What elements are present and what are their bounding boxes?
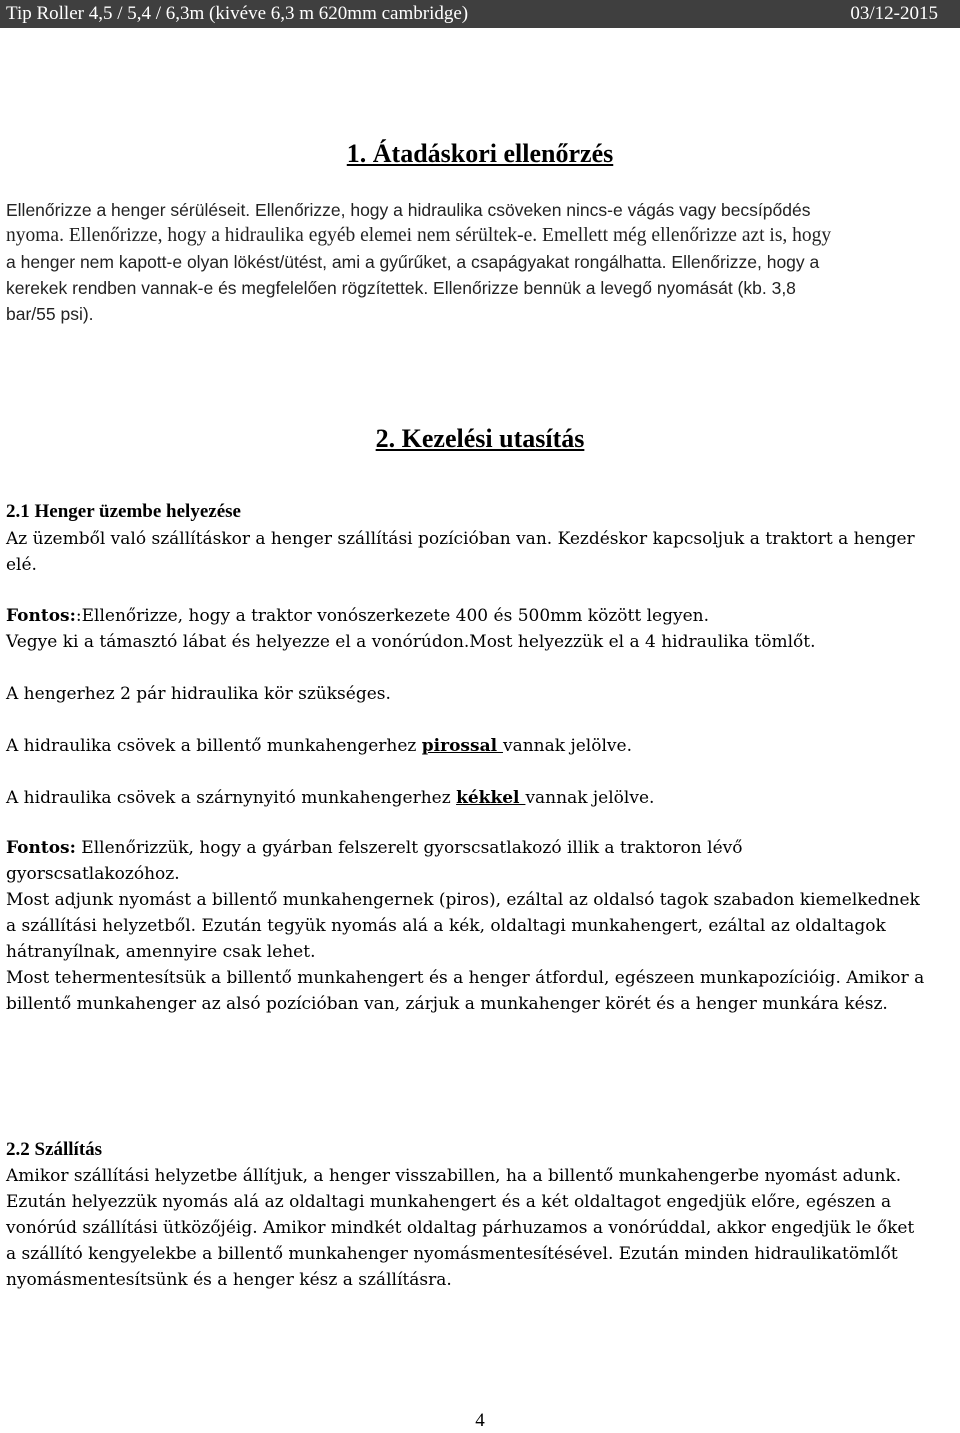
- transport-line: nyomásmentesítsünk és a henger kész a szállításra.: [6, 1270, 452, 1290]
- blue-pre: A hidraulika csövek a szárnynyitó munkahengerhez: [6, 788, 457, 808]
- intro-line: Az üzemből való szállításkor a henger szállítási pozícióban van. Kezdéskor kapcsoljuk a traktort a henger: [6, 529, 915, 549]
- header-date: 03/12-2015: [850, 3, 938, 24]
- blue-word: kékkel: [456, 788, 526, 808]
- red-pre: A hidraulika csövek a billentő munkahengerhez: [6, 736, 422, 756]
- fontos-label: Fontos:: [6, 838, 76, 858]
- section1-line: a henger nem kapott-e olyan lökést/ütést, ami a gyűrűket, a csapágyakat rongálhatta. Ellenőrizze, hogy a: [6, 252, 820, 272]
- fontos-label: Fontos:: [6, 606, 76, 626]
- most-line: hátranyílnak, amennyire csak lehet.: [6, 942, 316, 962]
- section1-line: nyoma. Ellenőrizze, hogy a hidraulika egyéb elemei nem sérültek-e. Emellett még ellenőrizze azt is, hogy: [6, 225, 832, 246]
- fontos-paragraph-2: [6, 835, 956, 1017]
- fontos-paragraph-1: [6, 603, 956, 655]
- intro-paragraph: [6, 526, 956, 578]
- fontos-text: Ellenőrizzük, hogy a gyárban felszerelt gyorscsatlakozó illik a traktoron lévő: [75, 838, 743, 858]
- transport-line: a szállító kengyelekbe a billentő munkahenger nyomásmentesítésével. Ezután minden hidraulikatömlőt: [6, 1244, 898, 1264]
- section1-paragraph: [6, 197, 956, 327]
- subsection-2-1-heading: 2.1 Henger üzembe helyezése: [6, 501, 241, 522]
- transport-line: Amikor szállítási helyzetbe állítjuk, a henger visszabillen, ha a billentő munkahengerbe nyomást adunk.: [6, 1166, 902, 1186]
- most-line: Most tehermentesítsük a billentő munkahengert és a henger átfordul, egészeen munkapozícióig. Amikor a: [6, 968, 925, 988]
- section1-line: bar/55 psi).: [6, 304, 94, 324]
- page-number: 4: [475, 1410, 485, 1431]
- most-line: a szállítási helyzetből. Ezután tegyük nyomás alá a kék, oldaltagi munkahengert, ezáltal az oldaltagok: [6, 916, 886, 936]
- section1-line: kerekek rendben vannak-e és megfelelően rögzítettek. Ellenőrizze bennük a levegő nyomását (kb. 3,8: [6, 278, 796, 298]
- red-post: vannak jelölve.: [502, 736, 632, 756]
- subsection-2-2-heading: 2.2 Szállítás: [6, 1139, 103, 1160]
- most-line: billentő munkahenger az alsó pozícióban van, zárjuk a munkahenger körét és a henger munkára kész.: [6, 994, 888, 1014]
- section1-heading: 1. Átadáskori ellenőrzés: [346, 139, 614, 168]
- transport-line: vonórúd szállítási ütközőjéig. Amikor mindkét oldaltag párhuzamos a vonórúddal, akkor engedjük le őket: [6, 1218, 915, 1238]
- intro-line: elé.: [6, 555, 37, 575]
- page-header: [0, 0, 960, 28]
- section1-line: Ellenőrizze a henger sérüléseit. Ellenőrizze, hogy a hidraulika csöveken nincs-e vágás vagy becsípődés: [6, 200, 811, 220]
- most-line: Most adjunk nyomást a billentő munkahengernek (piros), ezáltal az oldalsó tagok szabadon kiemelkednek: [6, 890, 920, 910]
- transport-paragraph: [6, 1163, 956, 1293]
- kor-paragraph: [6, 681, 956, 707]
- vegye-line: Vegye ki a támasztó lábat és helyezze el a vonórúdon.Most helyezzük el a 4 hidraulika tömlőt.: [6, 632, 816, 652]
- header-title: Tip Roller 4,5 / 5,4 / 6,3m (kivéve 6,3 m 620mm cambridge): [6, 3, 469, 24]
- red-hose-paragraph: [6, 733, 956, 759]
- transport-line: Ezután helyezzük nyomás alá az oldaltagi munkahengert és a két oldaltagot engedjük előre, egészen a: [6, 1192, 892, 1212]
- red-word: pirossal: [421, 736, 503, 756]
- kor-line: A hengerhez 2 pár hidraulika kör szükséges.: [6, 684, 391, 704]
- blue-hose-paragraph: [6, 785, 956, 811]
- fontos-text: :Ellenőrizze, hogy a traktor vonószerkezete 400 és 500mm között legyen.: [75, 606, 709, 626]
- section2-heading: 2. Kezelési utasítás: [375, 424, 585, 453]
- blue-post: vannak jelölve.: [525, 788, 655, 808]
- fontos-line: gyorscsatlakozóhoz.: [6, 864, 180, 884]
